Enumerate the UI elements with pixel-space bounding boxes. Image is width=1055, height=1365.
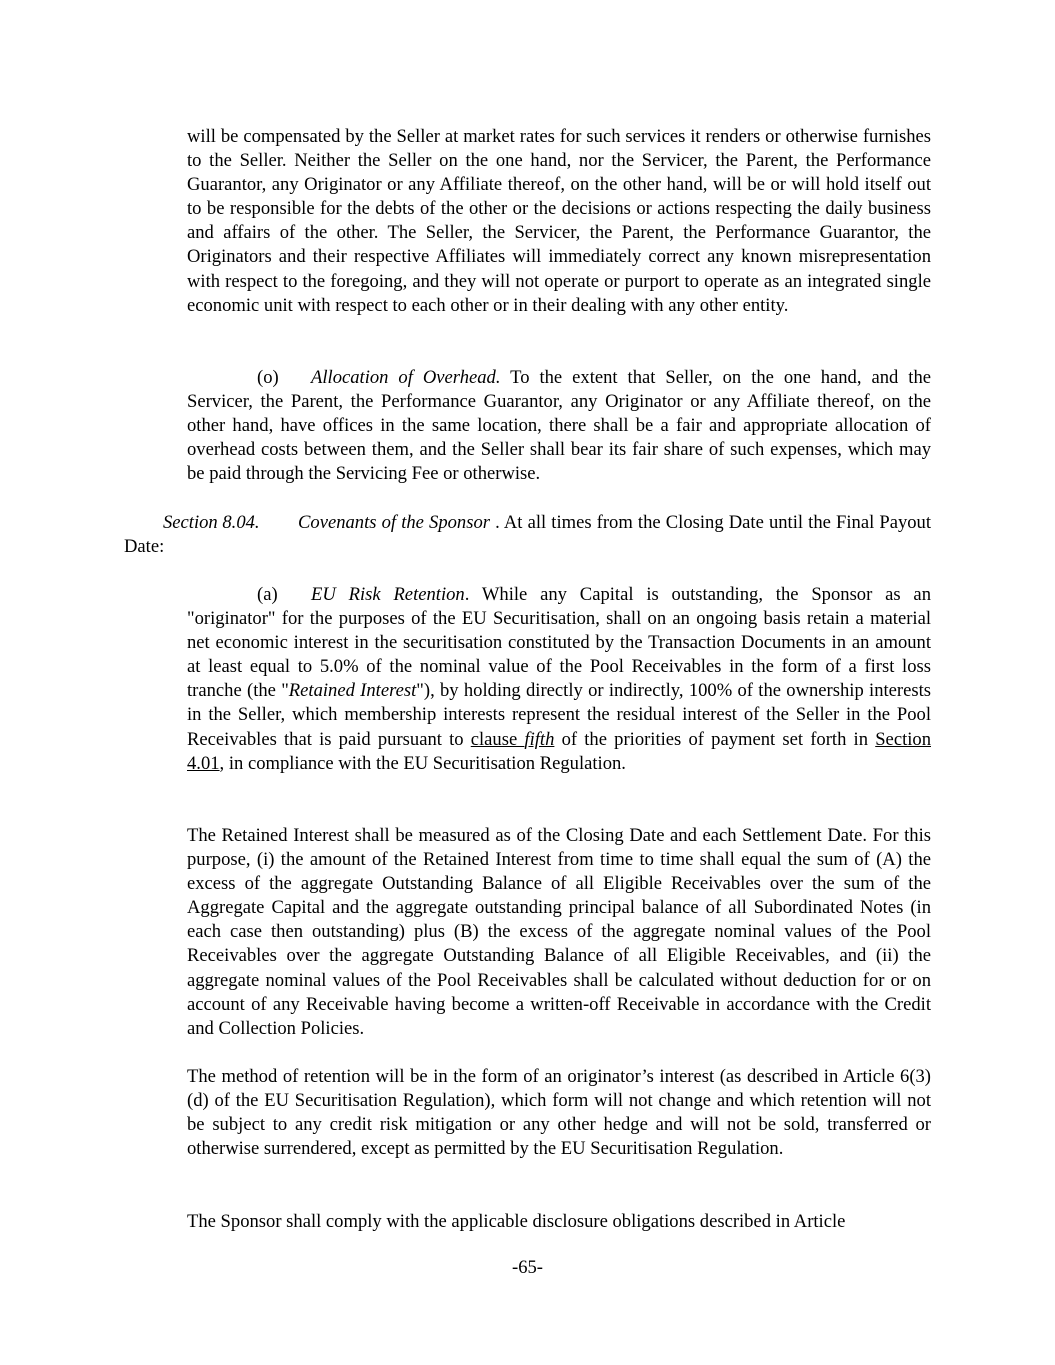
clause-o-paragraph bbox=[187, 366, 931, 486]
defined-term-retained-interest: Retained Interest bbox=[288, 680, 417, 702]
clause-o-label: (o) bbox=[257, 367, 279, 388]
clause-a-text-2: "), by holding directly or indirectly, 100% of the ownership interests in the Seller, which membership interests represent the residual interest of the Seller in the Pool Receivables that is paid pursuant to bbox=[187, 680, 931, 750]
clause-a-paragraph bbox=[187, 583, 931, 776]
paragraph-disclosure-obligations: The Sponsor shall comply with the applicable disclosure obligations described in Article bbox=[187, 1211, 846, 1232]
paragraph-method-of-retention: The method of retention will be in the form of an originator’s interest (as described in Article 6(3)(d) of the EU Securitisation Regulation), which form will not change and which retention will not be subject to any credit risk mitigation or any other hedge and will not be sold, transferred or otherwise surrendered, except as permitted by the EU Securitisation Regulation. bbox=[187, 1066, 931, 1160]
section-number: Section 8.04. bbox=[163, 512, 260, 533]
clause-o-text: To the extent that Seller, on the one hand, and the Servicer, the Parent, the Performance Guarantor, any Originator or any Affiliate thereof, on the other hand, have offices in the same location, there shall be a fair and appropriate allocation of overhead costs between them, and the Seller shall bear its fair share of such expenses, which may be paid through the Servicing Fee or otherwise. bbox=[187, 367, 931, 485]
paragraph-retained-interest-measurement: The Retained Interest shall be measured as of the Closing Date and each Settlement Date. For this purpose, (i) the amount of the Retained Interest from time to time shall equal the sum of (A) the excess of the aggregate Outstanding Balance of all Eligible Receivables over the sum of the Aggregate Capital and the aggregate outstanding principal balance of all Subordinated Notes (in each case then outstanding) plus (B) the excess of the aggregate nominal values of the Pool Receivables over the aggregate Outstanding Balance of all Eligible Receivables, and (ii) the aggregate nominal values of the Pool Receivables shall be calculated without deduction for or on account of any Receivable having become a written-off Receivable in accordance with the Credit and Collection Policies. bbox=[187, 825, 931, 1039]
clause-o-heading: Allocation of Overhead. bbox=[311, 367, 501, 388]
clause-reference-word: clause bbox=[470, 728, 525, 750]
clause-a-text-3: of the priorities of payment set forth in bbox=[554, 728, 876, 750]
page-number: -65- bbox=[512, 1257, 543, 1278]
clause-a-label: (a) bbox=[257, 584, 278, 605]
clause-fifth-reference bbox=[471, 729, 555, 750]
clause-a-text-1: . While any Capital is outstanding, the Sponsor as an "originator" for the purposes of the EU Securitisation, shall on an ongoing basis retain a material net economic interest in the securitisation constituted by the Transaction Documents in an amount at least equal to 5.0% of the nominal value of the Pool Receivables in the form of a first loss tranche (the " bbox=[187, 584, 931, 702]
section-intro-text: . At all times from the Closing Date until the Final Payout Date: bbox=[124, 512, 932, 558]
clause-a-text-4: , in compliance with the EU Securitisation Regulation. bbox=[219, 752, 626, 774]
section-heading: Covenants of the Sponsor bbox=[298, 512, 490, 533]
paragraph-overhead-continuation: will be compensated by the Seller at market rates for such services it renders or otherwise furnishes to the Seller. Neither the Seller on the one hand, nor the Servicer, the Parent, the Performance Guarantor, any Originator or any Affiliate thereof, on the other hand, will be or will hold itself out to be responsible for the debts of the other or the decisions or actions respecting the daily business and affairs of the other. The Seller, the Servicer, the Parent, the Performance Guarantor, the Originators and their respective Affiliates will immediately correct any known misrepresentation with respect to the foregoing, and they will not operate or purport to operate as an integrated single economic unit with respect to each other or in their dealing with any other entity. bbox=[187, 126, 931, 316]
clause-a-heading: EU Risk Retention bbox=[311, 584, 465, 605]
clause-reference-ordinal: fifth bbox=[524, 728, 555, 750]
section-8-04-paragraph bbox=[124, 511, 931, 559]
section-4-01-reference: Section 4.01 bbox=[187, 728, 931, 774]
